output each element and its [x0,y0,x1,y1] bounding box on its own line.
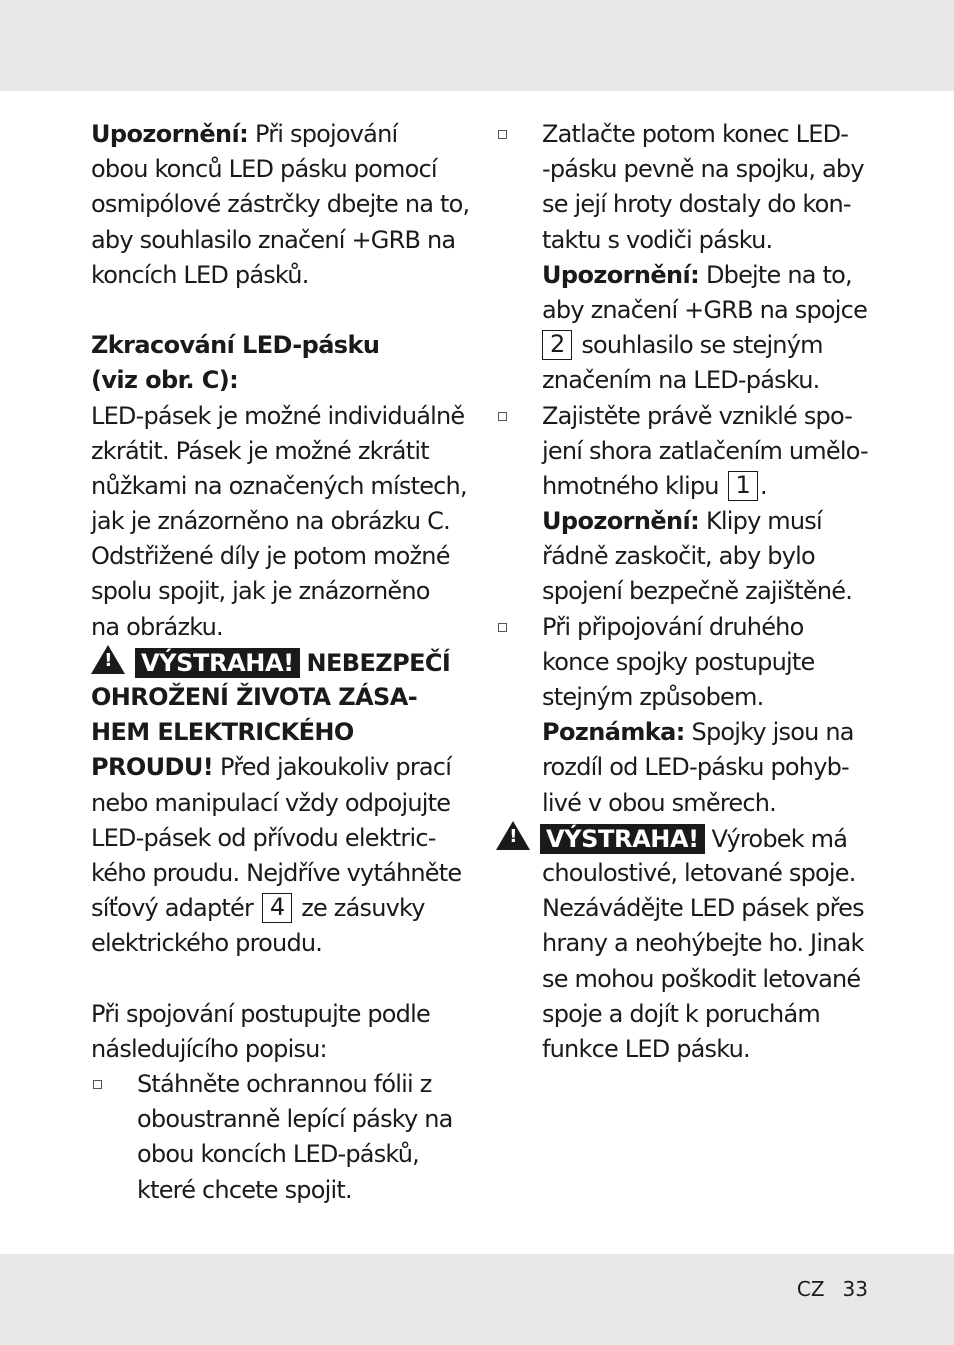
list-item: Zatlačte potom konec LED- -pásku pevně na spojku, aby se její hroty dostaly do kon- taktu s vodiči pásku. Upozornění: Dbejte na to, aby značení +GRB na spojce 2 souhlasilo se stejným značením na LED-pásku. [496,117,871,399]
text-line: nebo manipulací vždy odpojujte [91,788,451,817]
page-number: 33 [842,1277,868,1301]
text-line: spolu spojit, jak je znázorněno [91,577,430,606]
warning-triangle-icon: ! [496,821,530,850]
warning-block: ! VÝSTRAHA! Výrobek má choulostivé, letované spoje. Nezávádějte LED pásek přes hrany a neohýbejte ho. Jinak se mohou poškodit letované spoje a dojít k poruchám funkce LED pásku. [496,821,871,1067]
warning-label: VÝSTRAHA! [540,824,705,854]
list-item: Zajistěte právě vzniklé spo- jení shora zatlačením umělo- hmotného klipu 1 . Upozornění: Klipy musí řádně zaskočit, aby bylo spojení bezpečně zajištěné. [496,399,871,610]
square-bullet-icon [498,623,507,632]
danger-line: HEM ELEKTRICKÉHO [91,718,354,747]
text-line: osmipólové zástrčky dbejte na to, [91,190,470,219]
list-item: Stáhněte ochrannou fólii z oboustranně lepící pásky na obou koncích LED-pásků, které chcete spojit. [91,1067,466,1208]
section-heading: (viz obr. C): [91,366,239,395]
left-column [91,117,470,1208]
header-band [0,0,954,91]
text-line: LED-pásek od přívodu elektric- [91,823,436,852]
list-item: Při připojování druhého konce spojky postupujte stejným způsobem. Poznámka: Spojky jsou na rozdíl od LED-pásku pohyb- livé v obou směrech. [496,610,871,821]
square-bullet-icon [93,1080,102,1089]
note-label: Upozornění: [542,260,700,289]
text-line: zkrátit. Pásek je možné zkrátit [91,436,429,465]
figure-ref-box: 4 [262,893,292,923]
square-bullet-icon [498,130,507,139]
page-footer [779,1277,868,1301]
note-line: Upozornění: Dbejte na to, [542,260,852,289]
note-label: Upozornění: [91,120,249,148]
right-column [496,117,871,1067]
text-line: obou konců LED pásku pomocí [91,155,437,184]
text-line: následujícího popisu: [91,1034,327,1063]
text-line: nůžkami na označených místech, [91,471,467,500]
note-label: Poznámka: [542,718,685,747]
figure-ref-box: 2 [542,330,572,360]
square-bullet-icon [498,412,507,421]
text-line: jak je znázorněno na obrázku C. [91,507,450,536]
danger-line: PROUDU! Před jakoukoliv prací [91,753,452,782]
text-line: na obrázku. [91,612,223,641]
danger-line: OHROŽENÍ ŽIVOTA ZÁSA- [91,683,418,711]
note-line: Upozornění: Při spojování [91,120,398,148]
text-line: koncích LED pásků. [91,260,309,289]
text-line: kého proudu. Nejdříve vytáhněte [91,858,462,887]
note-label: Upozornění: [542,507,700,536]
warning-triangle-icon: ! [91,645,125,674]
figure-ref-box: 1 [728,471,758,501]
warning-line: ! VÝSTRAHA! NEBEZPEČÍ [91,645,466,680]
language-code: CZ [796,1277,825,1301]
text-line: aby souhlasilo značení +GRB na [91,225,456,254]
text-line: Odstřižené díly je potom možné [91,542,450,571]
section-heading: Zkracování LED-pásku [91,331,380,360]
text-line: Při spojování postupujte podle [91,999,430,1028]
note-line: Upozornění: Klipy musí [542,507,822,536]
text-line: síťový adaptér 4 ze zásuvky [91,893,425,923]
text-line: elektrického proudu. [91,929,323,958]
warning-label: VÝSTRAHA! [135,648,300,678]
note-line: Poznámka: Spojky jsou na [542,718,854,747]
text-line: LED-pásek je možné individuálně [91,401,465,430]
warning-line: ! VÝSTRAHA! Výrobek má [496,821,871,856]
